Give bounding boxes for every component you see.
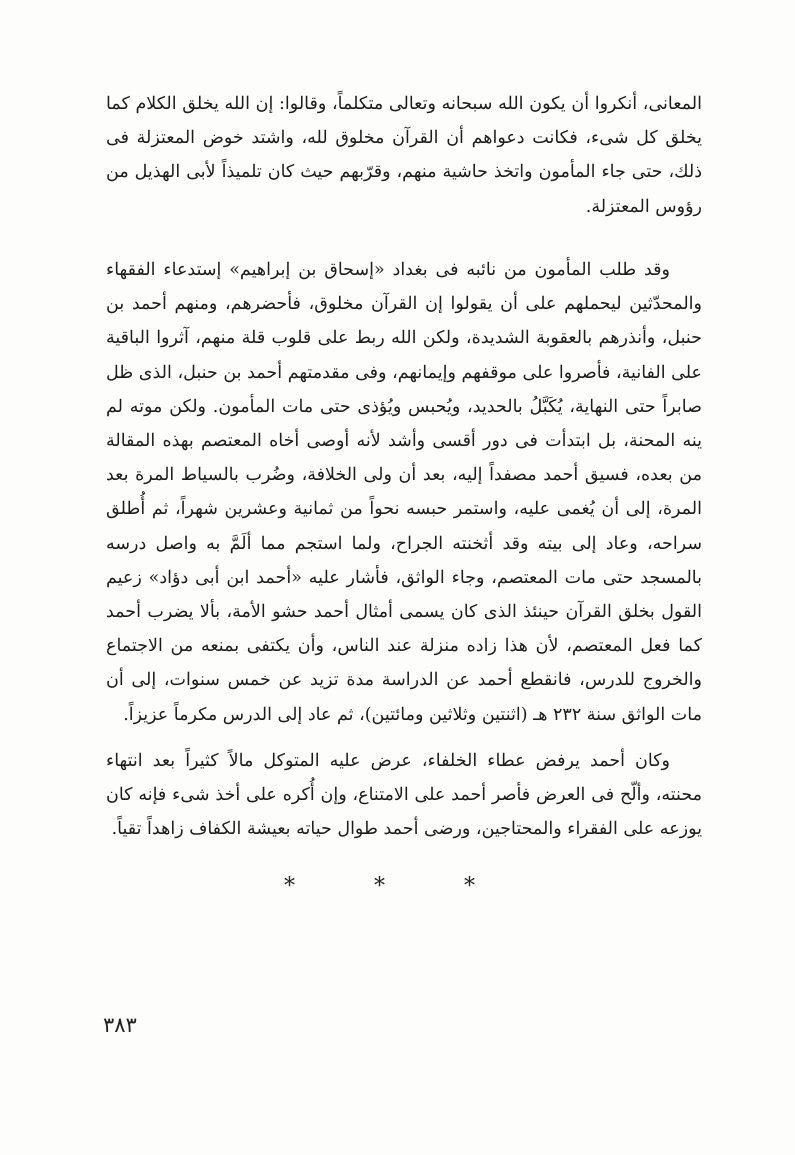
paragraph-continuation: [106, 87, 702, 224]
paragraph-ahmad-refusal: [106, 744, 702, 847]
page-number: ٣٨٣: [103, 1013, 137, 1037]
section-separator: * * *: [284, 874, 511, 899]
paragraph-mamun-inquisition: [106, 253, 702, 732]
paragraph-2-text: وقد طلب المأمون من نائبه فى بغداد «إسحاق بن إبراهيم» إستدعاء الفقهاء والمحدّثين ليحملهم على أن يقولوا إن القرآن مخلوق، فأحضرهم، ومنهم أحمد بن حنبل، وأنذرهم بالعقوبة الشديدة، ولكن الله ربط على قلوب قلة منهم، آثروا الباقية على الفانية، فأصروا على موقفهم وإيمانهم، وفى مقدمتهم أحمد بن حنبل، الذى ظل صابراً حتى النهاية، يُكَبَّلُ بالحديد، ويُحبس ويُؤذى حتى مات المأمون. ولكن موته لم ينه المحنة، بل ابتدأت فى دور أقسى وأشد لأنه أوصى أخاه المعتصم بهذه المقالة من بعده، فسيق أحمد مصفداً إليه، بعد أن ولى الخلافة، وضُرب بالسياط المرة بعد المرة، إلى أن يُغمى عليه، واستمر حبسه نحواً من ثمانية وعشرين شهراً، ثم أُطلق سراحه، وعاد إلى بيته وقد أثخنته الجراح، ولما استجم مما ألَمَّ به واصل درسه بالمسجد حتى مات المعتصم، وجاء الواثق، فأشار عليه «أحمد ابن أبى دؤاد» زعيم القول بخلق القرآن حينئذ الذى كان يسمى أمثال أحمد حشو الأمة، بألا يضرب أحمد كما فعل المعتصم، لأن هذا زاده منزلة عند الناس، وأن يكتفى بمنعه من الاجتماع والخروج للدرس، فانقطع أحمد عن الدراسة مدة تزيد عن خمس سنوات، إلى أن مات الواثق سنة ٢٣٢ هـ (اثنتين وثلاثين ومائتين)، ثم عاد إلى الدرس مكرماً عزيزاً.: [106, 260, 702, 725]
paragraph-3-text: وكان أحمد يرفض عطاء الخلفاء، عرض عليه المتوكل مالاً كثيراً بعد انتهاء محنته، وألّح فى العرض فأصر أحمد على الامتناع، وإن أُكره على أخذ شىء فإنه كان يوزعه على الفقراء والمحتاجين، ورضى أحمد طوال حياته بعيشة الكفاف زاهداً تقياً.: [106, 751, 702, 840]
paragraph-1-text: المعانى، أنكروا أن يكون الله سبحانه وتعالى متكلماً، وقالوا: إن الله يخلق الكلام كما يخلق كل شىء، فكانت دعواهم أن القرآن مخلوق لله، واشتد خوض المعتزلة فى ذلك، حتى جاء المأمون واتخذ حاشية منهم، وقرّبهم حيث كان تلميذاً لأبى الهذيل من رؤوس المعتزلة.: [106, 94, 702, 217]
